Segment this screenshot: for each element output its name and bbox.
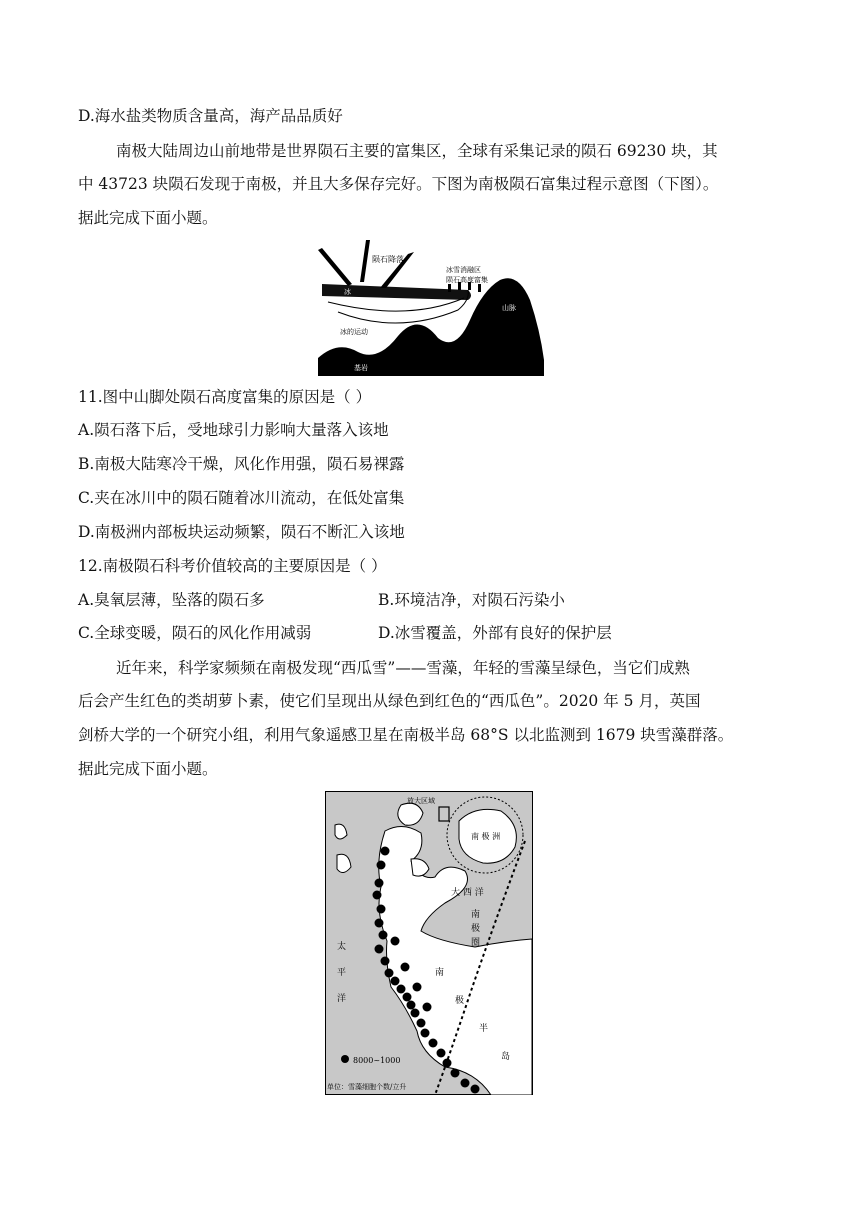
- antarctica-label: 南 极 洲: [471, 832, 501, 841]
- passage2-line1: 近年来，科学家频频在南极发现“西瓜雪”——雪藻，年轻的雪藻呈绿色，当它们成熟: [116, 659, 690, 677]
- svg-text:岛: 岛: [501, 1052, 511, 1062]
- label-meteor-fall: 陨石降落: [372, 255, 404, 264]
- svg-text:南: 南: [435, 968, 445, 978]
- label-ice-motion: 冰的运动: [340, 328, 368, 336]
- algae-dot: [411, 1009, 420, 1018]
- svg-text:洋: 洋: [337, 994, 347, 1004]
- label-enrich: 陨石高度富集: [446, 276, 488, 284]
- algae-dot: [401, 963, 410, 972]
- q11-option-d: D.南极洲内部板块运动频繁，陨石不断汇入该地: [78, 523, 405, 541]
- q11-option-a: A.陨石落下后，受地球引力影响大量落入该地: [78, 421, 389, 439]
- algae-dot: [407, 1001, 416, 1010]
- algae-dot: [471, 1085, 480, 1094]
- svg-text:半: 半: [479, 1024, 489, 1034]
- algae-dot: [421, 1029, 430, 1038]
- algae-dot: [461, 1079, 470, 1088]
- q11-option-b: B.南极大陆寒冷干燥，风化作用强，陨石易裸露: [78, 455, 405, 473]
- algae-dot: [373, 891, 382, 900]
- svg-text:南: 南: [471, 910, 481, 920]
- algae-dot: [379, 931, 388, 940]
- algae-dot: [451, 1069, 460, 1078]
- label-melt-zone: 冰雪消融区: [446, 266, 481, 274]
- pacific-label: [337, 940, 346, 1004]
- algae-dot: [429, 1039, 438, 1048]
- algae-dot: [385, 969, 394, 978]
- algae-dot: [413, 983, 422, 992]
- ice-motion-arrow: [328, 298, 464, 311]
- passage2-line2: 后会产生红色的类胡萝卜素，使它们呈现出从绿色到红色的“西瓜色”。2020 年 5 月，英国: [78, 692, 701, 710]
- algae-dot: [381, 957, 390, 966]
- q12-option-a: A.臭氧层薄，坠落的陨石多: [78, 591, 265, 609]
- algae-dot: [403, 993, 412, 1002]
- algae-dot: [377, 905, 386, 914]
- legend-value: 8000~1000: [353, 1056, 401, 1065]
- svg-text:圈: 圈: [471, 938, 481, 948]
- q12-option-b: B.环境洁净，对陨石污染小: [378, 591, 565, 609]
- passage1-line2: 中 43723 块陨石发现于南极，并且大多保存完好。下图为南极陨石富集过程示意图（下图）。: [78, 175, 719, 193]
- algae-dot: [423, 1003, 432, 1012]
- algae-dot: [381, 847, 390, 856]
- meteor-streak: [318, 248, 352, 286]
- atlantic-label: 大 西 洋: [451, 888, 484, 898]
- svg-text:平: 平: [337, 968, 347, 978]
- antarctic-circle-label: [471, 908, 480, 948]
- passage1-line1: 南极大陆周边山前地带是世界陨石主要的富集区，全球有采集记录的陨石 69230 块，其: [116, 142, 718, 160]
- svg-text:极: 极: [455, 996, 465, 1006]
- algae-dot: [443, 1059, 452, 1068]
- algae-dot: [375, 879, 384, 888]
- q10-option-d: D.海水盐类物质含量高，海产品品质好: [78, 107, 343, 125]
- label-mountain: 山脉: [502, 304, 516, 312]
- unit-label: 单位：雪藻细胞个数/立升: [327, 1083, 407, 1091]
- algae-dot: [377, 861, 386, 870]
- meteor-streak: [360, 240, 370, 282]
- algae-dot: [417, 1019, 426, 1028]
- label-bedrock: 基岩: [354, 364, 368, 372]
- q11-option-c: C.夹在冰川中的陨石随着冰川流动，在低处富集: [78, 489, 405, 507]
- algae-dot: [375, 919, 384, 928]
- question-11: 11.图中山脚处陨石高度富集的原因是（ ）: [78, 388, 372, 406]
- algae-dot: [391, 977, 400, 986]
- svg-text:太: 太: [337, 942, 347, 952]
- svg-text:极: 极: [471, 924, 481, 934]
- label-ice: 冰: [344, 288, 351, 296]
- passage2-line3: 剑桥大学的一个研究小组，利用气象遥感卫星在南极半岛 68°S 以北监测到 1679 块雪藻群落。: [78, 726, 734, 744]
- algae-dot: [375, 945, 384, 954]
- q12-option-c: C.全球变暖，陨石的风化作用减弱: [78, 624, 312, 642]
- algae-dot: [437, 1049, 446, 1058]
- meteorite-enrichment-diagram: [318, 240, 544, 376]
- algae-dot: [391, 937, 400, 946]
- legend-dot: [341, 1055, 349, 1063]
- question-12: 12.南极陨石科考价值较高的主要原因是（ ）: [78, 557, 387, 575]
- algae-dot: [397, 985, 406, 994]
- snow-algae-map: [325, 791, 533, 1095]
- zoom-area-label: 放大区域: [407, 797, 435, 805]
- q12-option-d: D.冰雪覆盖，外部有良好的保护层: [378, 624, 612, 642]
- passage1-line3: 据此完成下面小题。: [78, 209, 218, 227]
- passage2-line4: 据此完成下面小题。: [78, 760, 218, 778]
